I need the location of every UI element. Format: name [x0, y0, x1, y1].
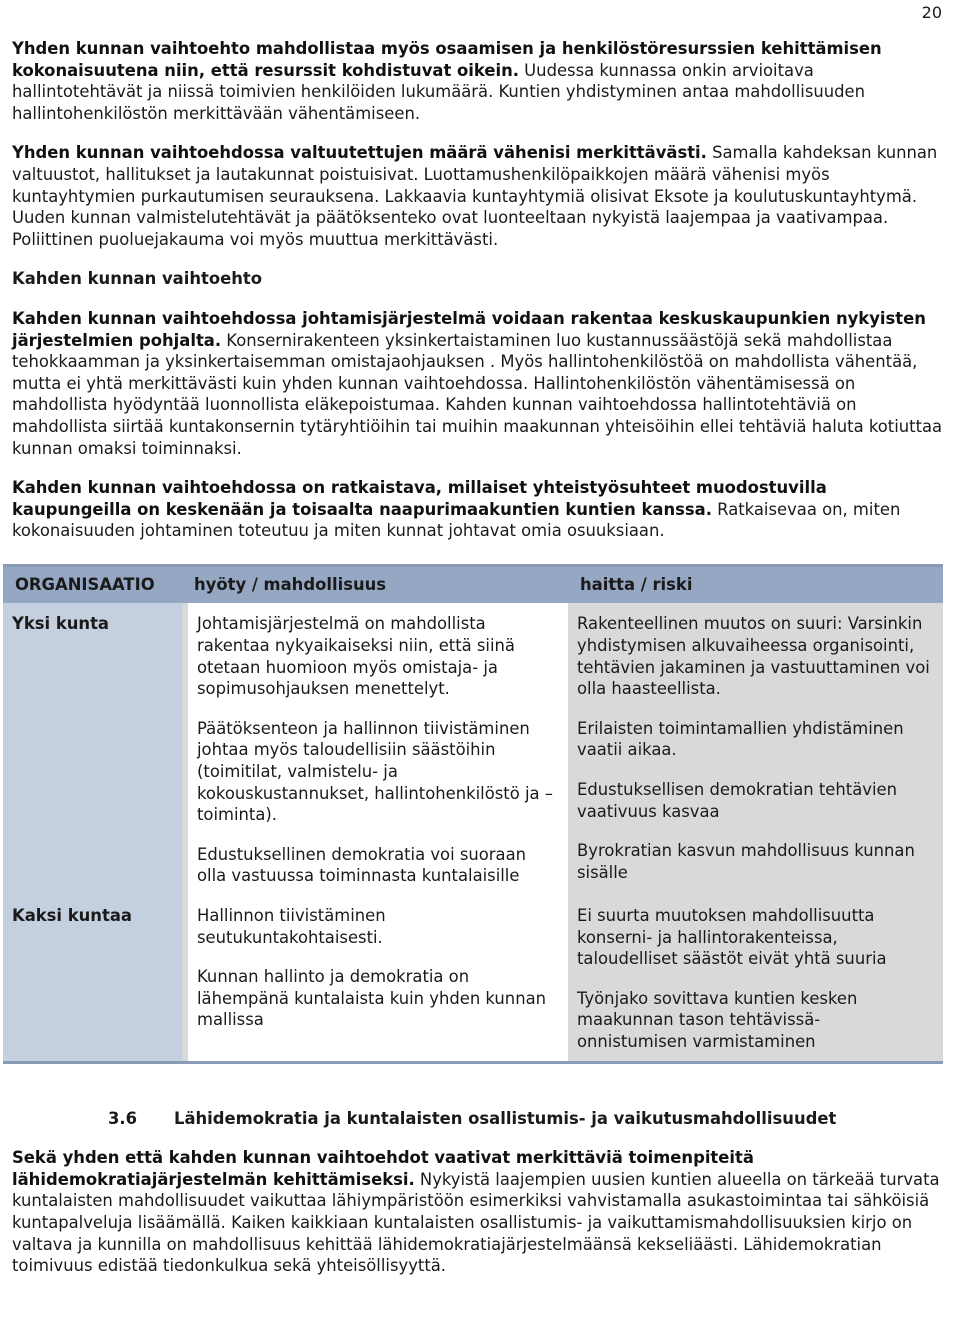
section-number: 3.6 — [108, 1108, 138, 1128]
risk-item: Työnjako sovittava kuntien kesken maakunnan tason tehtävissä- onnistumisen varmistaminen — [577, 988, 858, 1051]
table-row — [3, 895, 943, 1061]
row-header-one-municipality: Yksi kunta — [3, 603, 182, 895]
benefit-item: Edustuksellinen demokratia voi suoraan olla vastuussa toiminnasta kuntalaisille — [197, 844, 527, 886]
paragraph-local-democracy — [12, 1147, 944, 1277]
risk-cell — [568, 895, 943, 1061]
risk-item: Rakenteellinen muutos on suuri: Varsinkin yhdistymisen alkuvaiheessa organisointi, tehtävien jakaminen ja vastuuttaminen voi olla haasteellista. — [577, 614, 930, 699]
benefit-item: Päätöksenteon ja hallinnon tiivistäminen johtaa myös taloudellisiin säästöihin (toimitilat, valmistelu- ja kokouskustannukset, hallintohenkilöstö ja – toiminta). — [197, 718, 553, 825]
page-number: 20 — [921, 3, 942, 22]
body-text: Ratkaisevaa on, miten kokonaisuuden johtaminen toteutuu ja miten kunnat johtavat omia osuuksiaan. — [12, 499, 901, 541]
table-row — [3, 603, 943, 895]
risk-item: Edustuksellisen demokratian tehtävien vaativuus kasvaa — [577, 780, 897, 821]
lead-sentence: Yhden kunnan vaihtoehdossa valtuutettujen määrä vähenisi merkittävästi. — [12, 143, 707, 163]
paragraph-one-municipality-staff — [12, 38, 944, 124]
body-text: Samalla kahdeksan kunnan valtuustot, hallitukset ja lautakunnat poistuisivat. Luottamushenkilöpaikkojen määrä vähenisi myös kuntayhtymien purkautumisen seurauksena. Lakkaavia kuntayhtymiä olisivat Eksote ja koulutuskuntayhtymä. Uuden kunnan valmistelutehtävät ja päätöksenteko ovat luonteeltaan nykyistä laajempaa ja vaativampaa. Poliittinen puoluejakauma voi myös muuttua merkittävästi. — [12, 143, 938, 249]
body-text: Uudessa kunnassa onkin arvioitava hallintotehtävät ja niissä toimivien henkilöiden lukumäärä. Kuntien yhdistyminen antaa mahdollisuuden hallintohenkilöstön merkittävään vähentämiseen. — [12, 60, 866, 123]
risk-item: Ei suurta muutoksen mahdollisuutta konserni- ja hallintorakenteissa, taloudelliset säästöt eivät yhtä suuria — [577, 906, 887, 969]
lead-sentence: Kahden kunnan vaihtoehdossa johtamisjärjestelmä voidaan rakentaa keskuskaupunkien nykyisten järjestelmien pohjalta. — [12, 308, 926, 350]
column-header-risk: haitta / riski — [568, 567, 943, 604]
lead-sentence: Yhden kunnan vaihtoehto mahdollistaa myös osaamisen ja henkilöstöresurssien kehittämisen kokonaisuutena niin, että resurssit kohdistuvat oikein. — [12, 39, 882, 80]
organisation-comparison-table — [3, 564, 943, 1064]
risk-item: Erilaisten toimintamallien yhdistäminen vaatii aikaa. — [577, 718, 904, 760]
column-header-benefit: hyöty / mahdollisuus — [182, 567, 568, 604]
document-body — [12, 38, 944, 1295]
benefit-item: Hallinnon tiivistäminen seutukuntakohtaisesti. — [197, 906, 386, 947]
paragraph-one-municipality-council — [12, 142, 944, 250]
section-heading — [108, 1108, 944, 1130]
body-text: Nykyistä laajempien uusien kuntien alueella on tärkeää turvata kuntalaisten mahdollisuudet vaikuttaa lähiympäristöön esimerkiksi vahvistamalla asukastoimintaa tai sähköisiä kuntapalveluja lisäämällä. Kaiken kaikkiaan kuntalaisten osallistumis- ja vaikuttamismahdollisuuksien kirjo on valtava ja kunnilla on mahdollisuus kehittää lähidemokratiajärjestelmäänsä kekseliäästi. Lähidemokratian toimivuus edistää tiedonkulkua sekä yhteisöllisyyttä. — [12, 1169, 940, 1276]
benefit-item: Kunnan hallinto ja demokratia on lähempänä kuntalaista kuin yhden kunnan mallissa — [197, 967, 547, 1030]
benefit-item: Johtamisjärjestelmä on mahdollista rakentaa nykyaikaiseksi niin, että siinä otetaan huomioon myös omistaja- ja sopimusohjauksen menettelyt. — [197, 614, 515, 699]
risk-cell — [568, 603, 943, 895]
section-title: Lähidemokratia ja kuntalaisten osallistumis- ja vaikutusmahdollisuudet — [174, 1108, 837, 1128]
heading-two-municipalities: Kahden kunnan vaihtoehto — [12, 269, 263, 289]
risk-item: Byrokratian kasvun mahdollisuus kunnan sisälle — [577, 841, 915, 882]
body-text: Konsernirakenteen yksinkertaistaminen luo kustannussäästöjä sekä mahdollistaa tehokkaamman ja yksinkertaisemman omistajaohjauksen . Myös hallintohenkilöstöä on mahdollista vähentää, mutta ei yhtä merkittävästi kuin yhden kunnan vaihtoehdossa. Hallintohenkilöstön vähentämisessä on mahdollista hyödyntää luonnollista eläkepoistumaa. Kahden kunnan vaihtoehdossa hallintotehtäviä on mahdollista siirtää kuntakonsernin tytäryhtiöihin tai muihin maakunnan yhteisöihin ellei tehtäviä haluta kotiuttaa kunnan omaksi toiminnaksi. — [12, 330, 943, 458]
benefit-cell — [182, 895, 568, 1061]
column-header-organisation: ORGANISAATIO — [3, 567, 182, 604]
paragraph-two-municipalities-management — [12, 308, 944, 459]
lead-sentence: Kahden kunnan vaihtoehdossa on ratkaistava, millaiset yhteistyösuhteet muodostuvilla kaupungeilla on keskenään ja toisaalta naapurimaakuntien kuntien kanssa. — [12, 478, 827, 519]
row-header-two-municipalities: Kaksi kuntaa — [3, 895, 182, 1061]
table-header-row — [3, 567, 943, 604]
paragraph-two-municipalities-cooperation — [12, 477, 944, 542]
lead-sentence: Sekä yhden että kahden kunnan vaihtoehdot vaativat merkittäviä toimenpiteitä lähidemokratiajärjestelmän kehittämiseksi. — [12, 1148, 754, 1189]
benefit-cell — [182, 603, 568, 895]
